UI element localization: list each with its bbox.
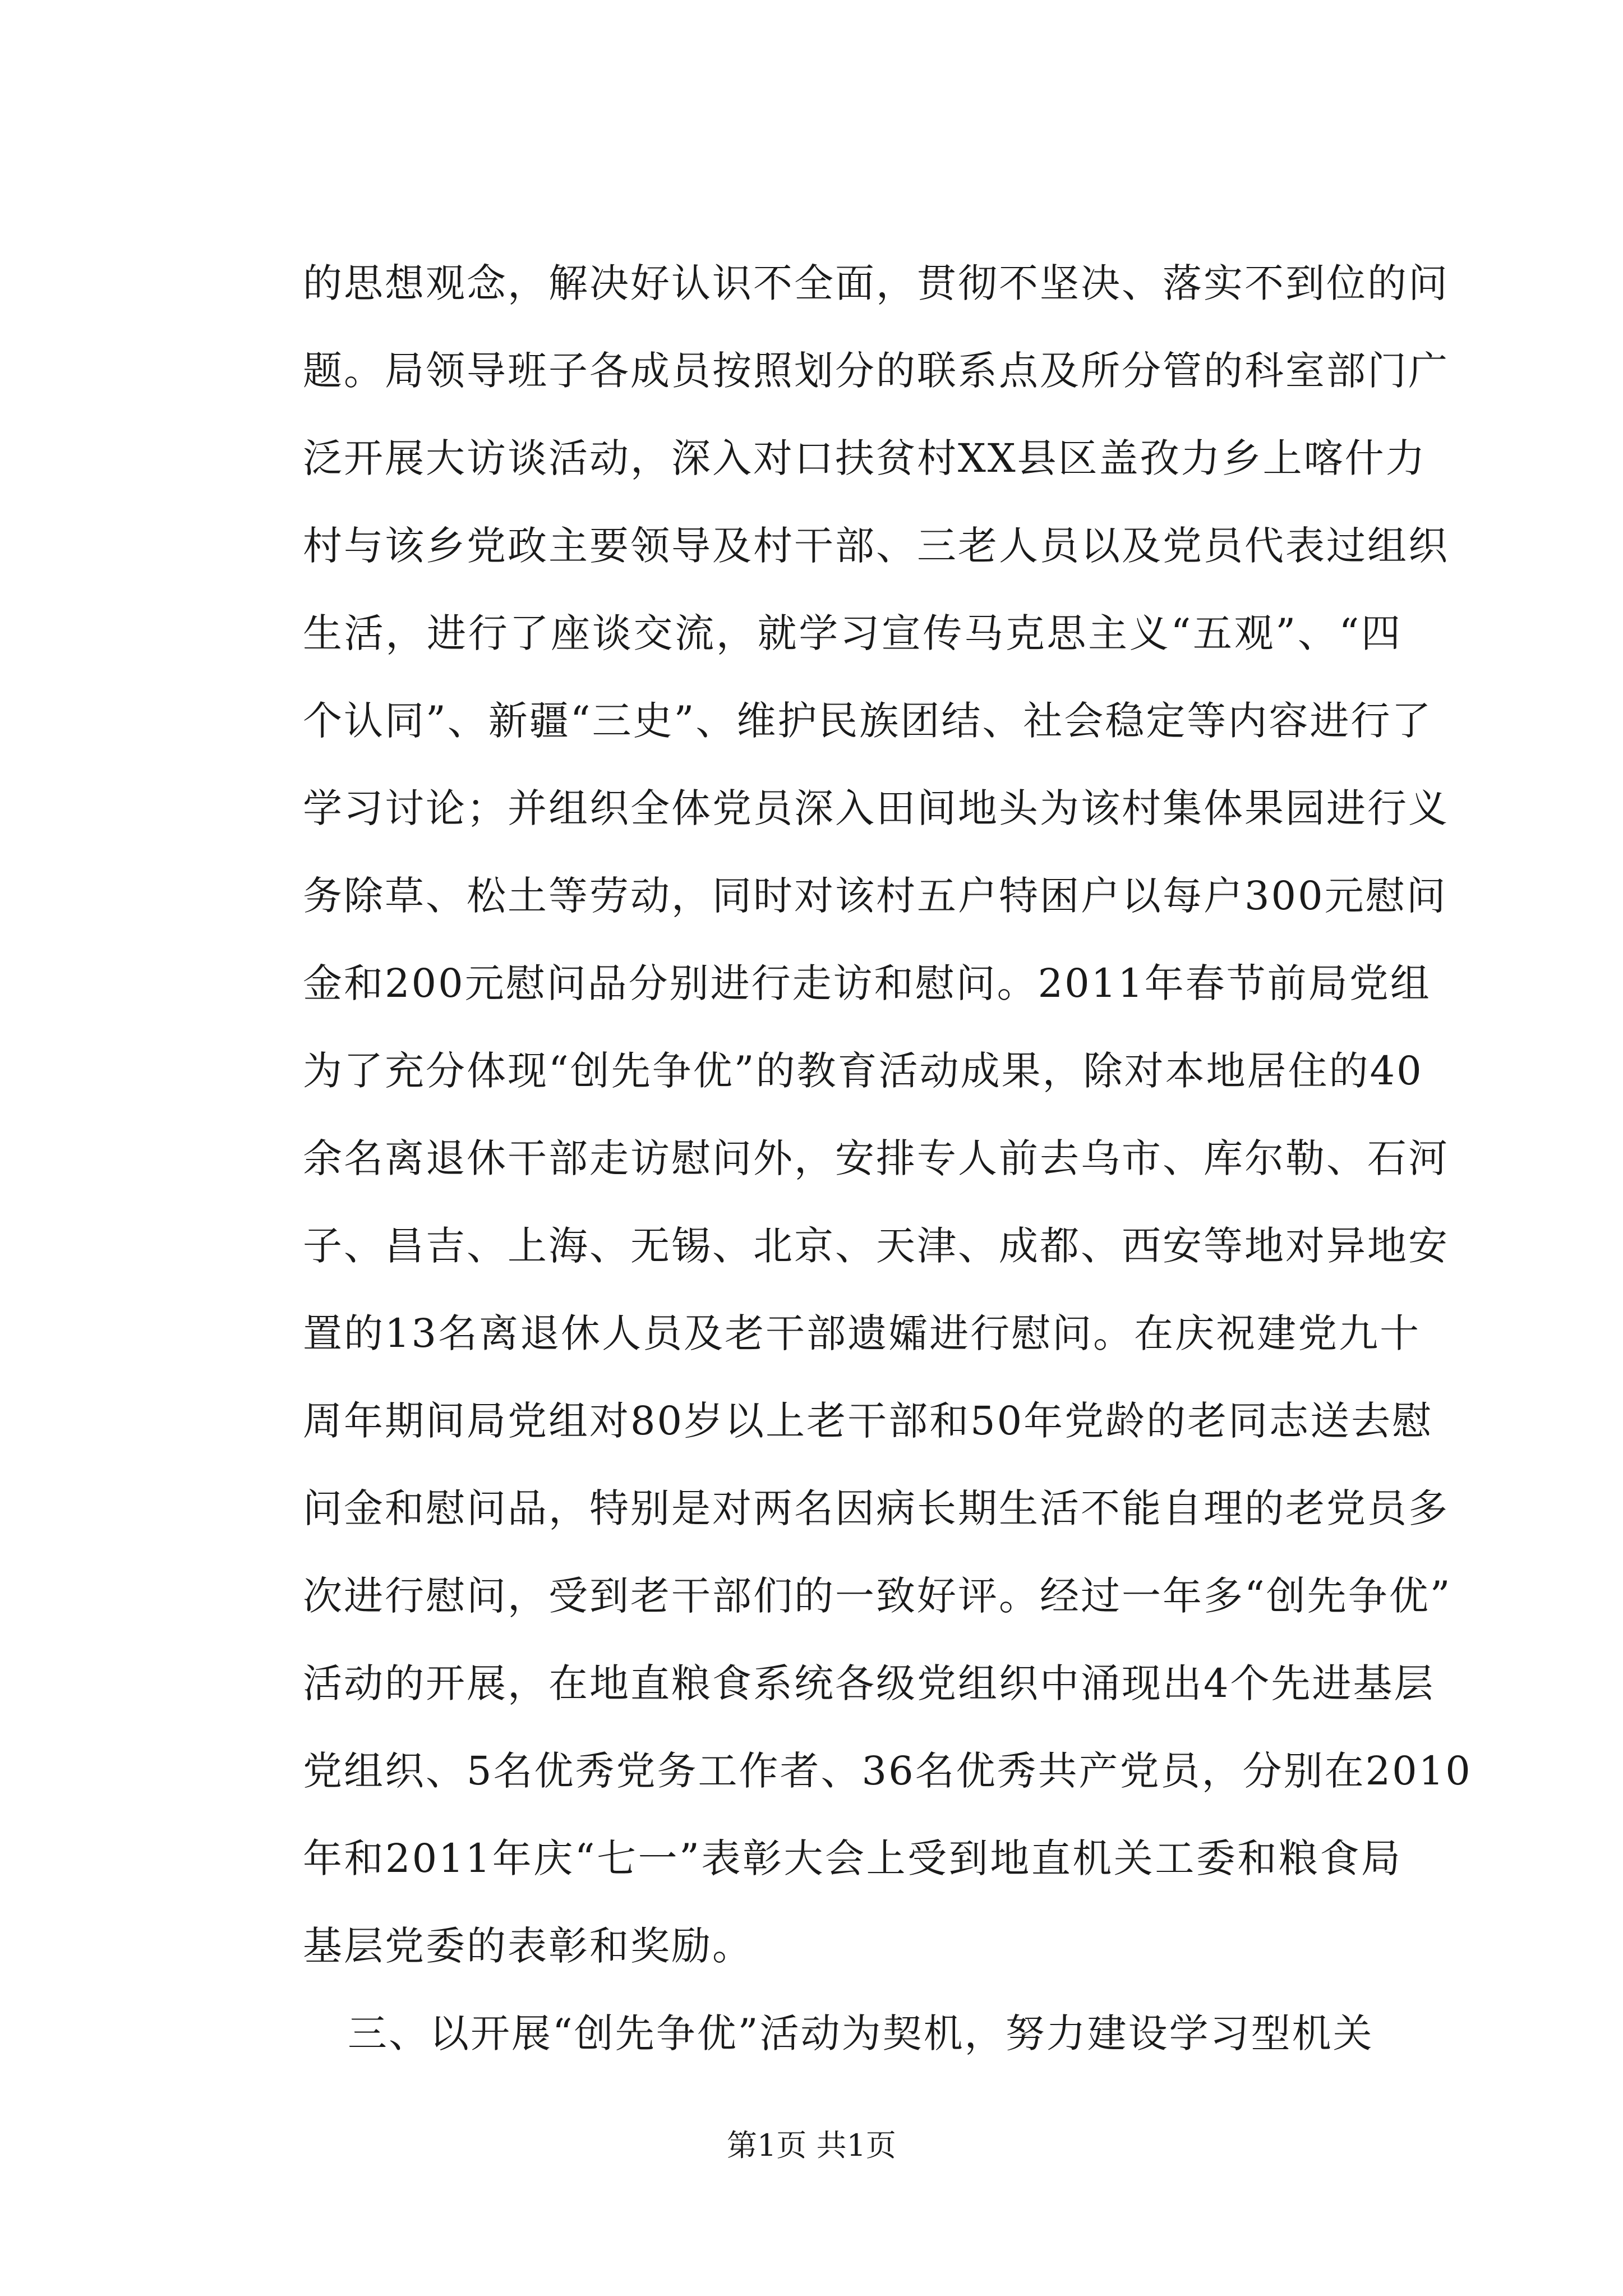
body-text-line: 次进行慰问，受到老干部们的一致好评。经过一年多“创先争优” xyxy=(303,1573,1452,1619)
section-heading-line: 三、以开展“创先争优”活动为契机，努力建设学习型机关 xyxy=(348,2010,1374,2056)
body-text-line: 周年期间局党组对80岁以上老干部和50年党龄的老同志送去慰 xyxy=(303,1398,1433,1444)
body-text-line: 学习讨论；并组织全体党员深入田间地头为该村集体果园进行义 xyxy=(303,785,1449,831)
body-text-line: 务除草、松土等劳动，同时对该村五户特困户以每户300元慰问 xyxy=(303,873,1447,919)
body-text-line: 个认同”、新疆“三史”、维护民族团结、社会稳定等内容进行了 xyxy=(303,698,1433,744)
body-text-line: 为了充分体现“创先争优”的教育活动成果，除对本地居住的40 xyxy=(303,1048,1423,1094)
body-text-line: 问金和慰问品，特别是对两名因病长期生活不能自理的老党员多 xyxy=(303,1485,1449,1531)
body-text-line: 的思想观念，解决好认识不全面，贯彻不坚决、落实不到位的问 xyxy=(303,260,1449,306)
body-text-line: 余名离退休干部走访慰问外，安排专人前去乌市、库尔勒、石河 xyxy=(303,1135,1449,1181)
body-text-line: 置的13名离退休人员及老干部遗孀进行慰问。在庆祝建党九十 xyxy=(303,1310,1421,1356)
body-text-line: 金和200元慰问品分别进行走访和慰问。2011年春节前局党组 xyxy=(303,960,1431,1006)
body-text-line: 党组织、5名优秀党务工作者、36名优秀共产党员，分别在2010 xyxy=(303,1748,1472,1794)
body-text-line: 村与该乡党政主要领导及村干部、三老人员以及党员代表过组织 xyxy=(303,523,1449,569)
body-text-line: 年和2011年庆“七一”表彰大会上受到地直机关工委和粮食局 xyxy=(303,1835,1402,1881)
body-text-line: 活动的开展，在地直粮食系统各级党组织中涌现出4个先进基层 xyxy=(303,1660,1435,1706)
body-text-line: 题。局领导班子各成员按照划分的联系点及所分管的科室部门广 xyxy=(303,348,1449,394)
body-text-line: 生活，进行了座谈交流，就学习宣传马克思主义“五观”、“四 xyxy=(303,610,1402,656)
body-text-line-last: 基层党委的表彰和奖励。 xyxy=(303,1923,753,1969)
page-footer: 第1页 共1页 xyxy=(727,2128,896,2163)
body-text-line: 子、昌吉、上海、无锡、北京、天津、成都、西安等地对异地安 xyxy=(303,1223,1449,1269)
body-text-line: 泛开展大访谈活动，深入对口扶贫村XX县区盖孜力乡上喀什力 xyxy=(303,435,1427,481)
